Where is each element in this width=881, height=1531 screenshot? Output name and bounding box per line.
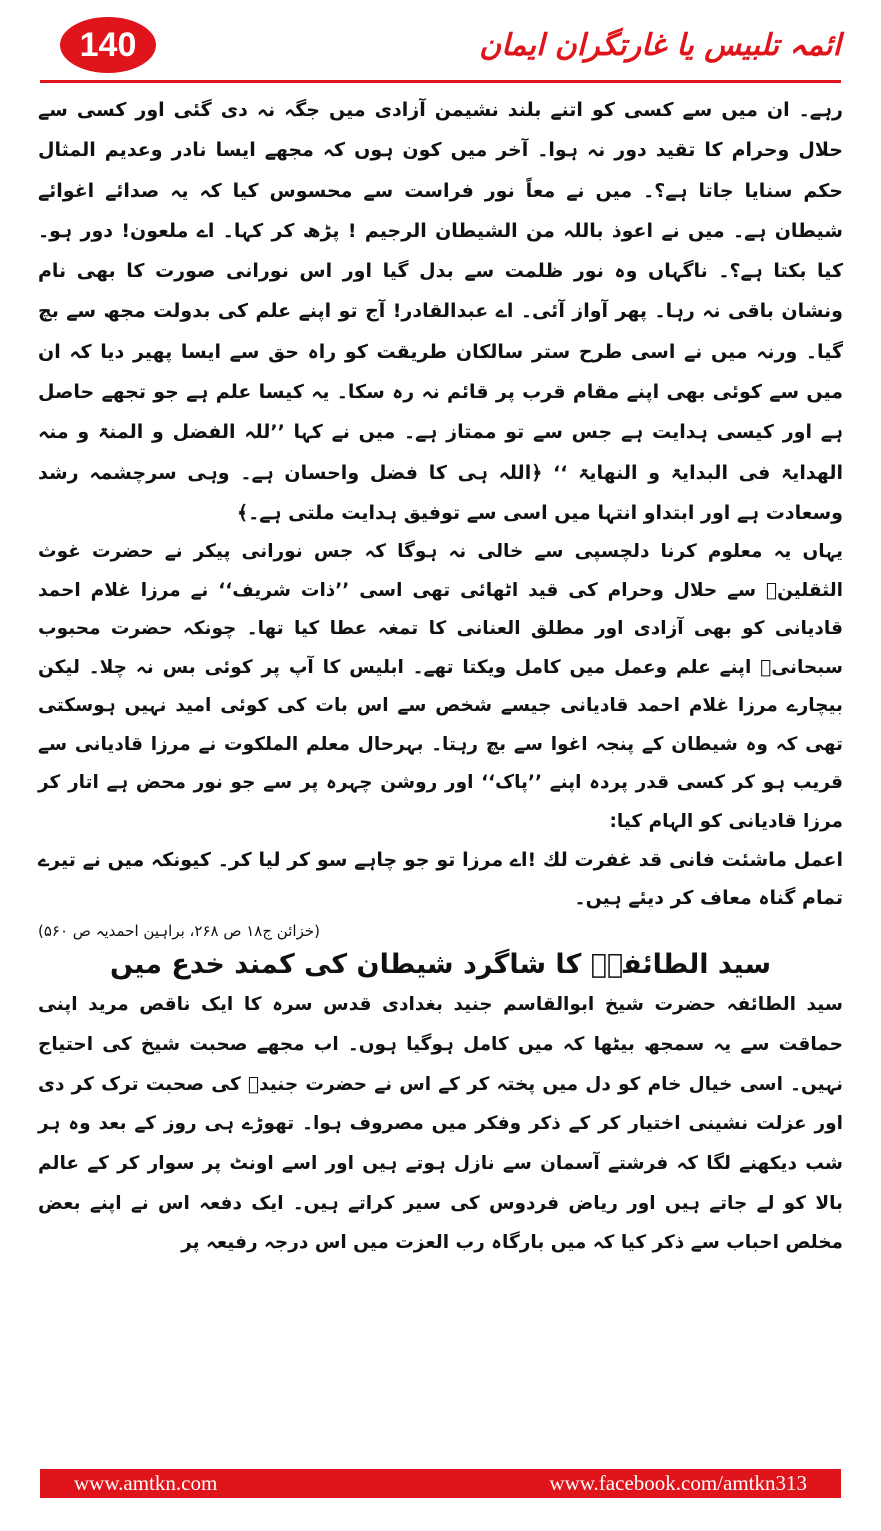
paragraph: رہے۔ ان میں سے کسی کو اتنے بلند نشیمن آزادی میں جگہ نہ دی گئی اور کسی سے حلال وحرام کا تقید دور نہ ہوا۔ آخر میں کون ہوں کہ مجھے ایسا نادر وعدیم المثال حکم سنایا جاتا ہے؟۔ میں نے معاً نور فراست سے محسوس کیا کہ یہ صدائے اغوائے شیطان ہے۔ میں نے اعوذ باللہ من الشیطان الرجیم ! پڑھ کر کہا۔ اے ملعون! دور ہو۔ کیا بکتا ہے؟۔ ناگہاں وہ نور ظلمت سے بدل گیا اور اس نورانی صورت کا بھی نام ونشان باقی نہ رہا۔ پھر آواز آئی۔ اے عبدالقادر! آج تو اپنے علم کی بدولت مجھ سے بچ گیا۔ ورنہ میں نے اسی طرح ستر سالکان طریقت کو راہ حق سے ایسا پھیر دیا کہ ان میں سے کوئی بھی اپنے مقام قرب پر قائم نہ رہ سکا۔ یہ کیسا علم ہے جو تجھے حاصل ہے اور کیسی ہدایت ہے جس سے تو ممتاز ہے۔ میں نے کہا ’’للہ الفضل و المنۃ و منہ الھدایۃ فی البدایۃ و النھایۃ ‘‘ ﴿اللہ ہی کا فضل واحسان ہے۔ وہی سرچشمہ رشد وسعادت ہے اور ابتداو انتہا میں اسی سے توفیق ہدایت ملتی ہے۔﴾ [38,99,843,524]
paragraph: اعمل ماشئت فانی قد غفرت لك !اے مرزا تو جو چاہے سو کر لیا کر۔ کیونکہ میں نے تیرے تمام گناہ معاف کر دیئے ہیں۔ [38,849,843,910]
book-title: ائمہ تلبیس یا غارتگران ایمان [479,28,841,63]
header-divider [40,80,841,83]
reference-citation: (خزائن ج۱۸ ص ۲۶۸، براہین احمدیہ ص ۵۶۰) [38,922,320,941]
paragraph: یہاں یہ معلوم کرنا دلچسپی سے خالی نہ ہوگا کہ جس نورانی پیکر نے حضرت غوث الثقلینؒ سے حلال وحرام کی قید اٹھائی تھی اسی ’’ذات شریف‘‘ نے مرزا غلام احمد قادیانی کو بھی آزادی اور مطلق العنانی کا تمغہ عطا کیا تھا۔ چونکہ حضرت محبوب سبحانیؒ اپنے علم وعمل میں کامل ویکتا تھے۔ ابلیس کا آپ پر کوئی بس نہ چلا۔ لیکن بیچارے مرزا غلام احمد قادیانی جیسے شخص سے اس بات کی کوئی امید نہیں ہوسکتی تھی کہ وہ شیطان کے پنجہ اغوا سے بچ رہتا۔ بہرحال معلم الملکوت نے مرزا قادیانی سے قریب ہو کر کسی قدر پردہ اپنے ’’پاک‘‘ اور روشن چہرہ پر سے جو نور محض ہے اتار کر مرزا قادیانی کو الہام کیا: [38,541,843,832]
section-heading: سید الطائفہؒ کا شاگرد شیطان کی کمند خدع میں [109,949,772,981]
website-link[interactable]: www.amtkn.com [74,1471,218,1495]
footer-bar [40,1469,841,1498]
paragraph: سید الطائفہ حضرت شیخ ابوالقاسم جنید بغدادی قدس سرہ کا ایک ناقص مرید اپنی حماقت سے یہ سمجھ بیٹھا کہ میں کامل ہوگیا ہوں۔ اب مجھے صحبت شیخ کی احتیاج نہیں۔ اسی خیال خام کو دل میں پختہ کر کے اس نے حضرت جنیدؒ کی صحبت ترک کر دی اور عزلت نشینی اختیار کر کے ذکر وفکر میں مصروف ہوا۔ تھوڑے ہی روز کے بعد وہ ہر شب دیکھنے لگا کہ فرشتے آسمان سے نازل ہوتے ہیں اور اسے اونٹ پر سوار کر کے عالم بالا کو لے جاتے ہیں اور ریاض فردوس کی سیر کراتے ہیں۔ ایک دفعہ اس نے اپنے بعض مخلص احباب سے ذکر کیا کہ میں بارگاہ رب العزت میں اس درجہ رفیعہ پر [38,994,843,1254]
facebook-link[interactable]: www.facebook.com/amtkn313 [549,1471,807,1495]
page-number-badge: 140 [60,17,156,73]
page-body [38,90,843,1263]
